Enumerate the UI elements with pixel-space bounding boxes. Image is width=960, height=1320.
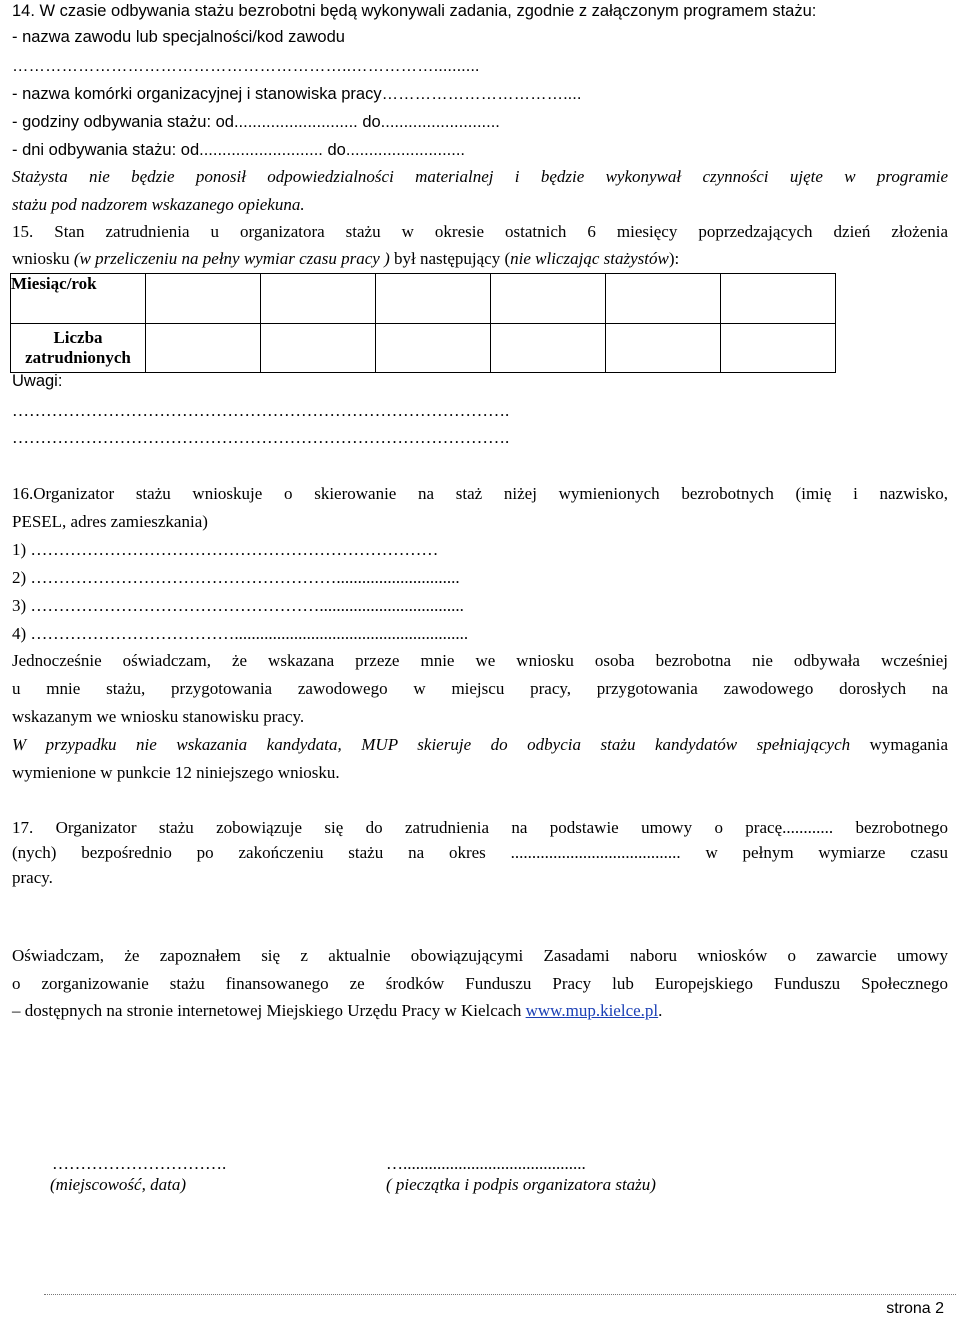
sec16-heading: 16.Organizator stażu wnioskuje o skierowanie na staż niżej wymienionych bezrobotnych (imię i nazwisko, (12, 484, 948, 503)
employment-table-count-label: Liczba zatrudnionych (11, 324, 146, 373)
sec14-profession-label: - nazwa zawodu lub specjalności/kod zawodu (12, 28, 345, 46)
sec17-line1: 17. Organizator stażu zobowiązuje się do zatrudnienia na podstawie umowy o pracę............ bezrobotnego (12, 818, 948, 837)
sec14-profession-dots: ……………………………………………………..…………….......... (12, 57, 480, 75)
employment-table-cell[interactable] (261, 324, 376, 373)
candidate-item-2: 2) ………………………………………………............................. (12, 568, 460, 587)
candidate-item-1: 1) ……………………………………………………………… (12, 540, 439, 559)
employment-table-cell[interactable] (146, 274, 261, 324)
candidate-item-3: 3) …………………………………………….................................. (12, 596, 464, 615)
signature-label: ( pieczątka i podpis organizatora stażu) (386, 1175, 656, 1194)
page-number: strona 2 (886, 1300, 944, 1317)
mup-website-link[interactable]: www.mup.kielce.pl (525, 1001, 659, 1020)
candidate-item-4: 4) ………………………………....................................................... (12, 624, 469, 643)
sec15-remarks-dots2: ……………………………………………………………………………. (12, 428, 510, 447)
sec17-line2: (nych) bezpośrednio po zakończeniu stażu na okres ........................................ w pełnym wymiarze czasu (12, 843, 948, 862)
statement-line1: Oświadczam, że zapoznałem się z aktualnie obowiązującymi Zasadami naboru wniosków o zawarcie umowy (12, 946, 948, 965)
sec16-declaration-line1: Jednocześnie oświadczam, że wskazana przeze mnie we wniosku osoba bezrobotna nie odbywała wcześniej (12, 651, 948, 670)
employment-table-cell[interactable] (721, 274, 836, 324)
signature-dots: …........................................... (386, 1154, 586, 1173)
employment-table-cell[interactable] (146, 324, 261, 373)
employment-table-cell[interactable] (491, 324, 606, 373)
sec14-note-line1: Stażysta nie będzie ponosił odpowiedzialności materialnej i będzie wykonywał czynności ujęte w programie (12, 167, 948, 186)
statement-line2: o zorganizowanie stażu finansowanego ze środków Funduszu Pracy lub Europejskiego Funduszu Społecznego (12, 974, 948, 993)
sec14-unit-label: - nazwa komórki organizacyjnej i stanowiska pracy…………………………….... (12, 85, 582, 103)
statement-line3: – dostępnych na stronie internetowej Miejskiego Urzędu Pracy w Kielcach www.mup.kielce.pl. (12, 1001, 663, 1020)
employment-table-cell[interactable] (606, 324, 721, 373)
employment-table (10, 273, 836, 373)
employment-table-cell[interactable] (376, 324, 491, 373)
sec14-note-line2: stażu pod nadzorem wskazanego opiekuna. (12, 195, 305, 214)
employment-table-cell[interactable] (376, 274, 491, 324)
employment-table-cell[interactable] (261, 274, 376, 324)
sec15-remarks-dots1: ……………………………………………………………………………. (12, 401, 510, 420)
employment-table-month-label: Miesiąc/rok (11, 274, 146, 324)
sec15-heading-line2: wniosku (w przeliczeniu na pełny wymiar czasu pracy ) był następujący (nie wliczając stażystów): (12, 249, 680, 268)
sec14-heading: 14. W czasie odbywania stażu bezrobotni będą wykonywali zadania, zgodnie z załączonym programem stażu: (12, 2, 817, 20)
sec16-note-line2: wymienione w punkcie 12 niniejszego wniosku. (12, 763, 340, 782)
sec17-line3: pracy. (12, 868, 53, 887)
sec16-declaration-line3: wskazanym we wniosku stanowisku pracy. (12, 707, 305, 726)
sec14-hours-label: - godziny odbywania stażu: od........................... do.......................... (12, 113, 500, 131)
employment-table-cell[interactable] (721, 324, 836, 373)
sec15-remarks-label: Uwagi: (12, 372, 63, 390)
sec15-heading: 15. Stan zatrudnienia u organizatora stażu w okresie ostatnich 6 miesięcy poprzedzających dzień złożenia (12, 222, 948, 241)
footer-divider (44, 1294, 956, 1295)
employment-table-cell[interactable] (491, 274, 606, 324)
employment-table-cell[interactable] (606, 274, 721, 324)
sec16-note-line1: W przypadku nie wskazania kandydata, MUP skieruje do odbycia stażu kandydatów spełniających wymagania (12, 735, 949, 754)
sec16-declaration-line2: u mnie stażu, przygotowania zawodowego w miejscu pracy, przygotowania zawodowego dorosłych na (12, 679, 948, 698)
sec14-days-label: - dni odbywania stażu: od........................... do.......................... (12, 141, 466, 159)
sec16-heading-line2: PESEL, adres zamieszkania) (12, 512, 208, 531)
place-date-label: (miejscowość, data) (50, 1175, 186, 1194)
place-date-dots: …………………………. (52, 1154, 227, 1173)
